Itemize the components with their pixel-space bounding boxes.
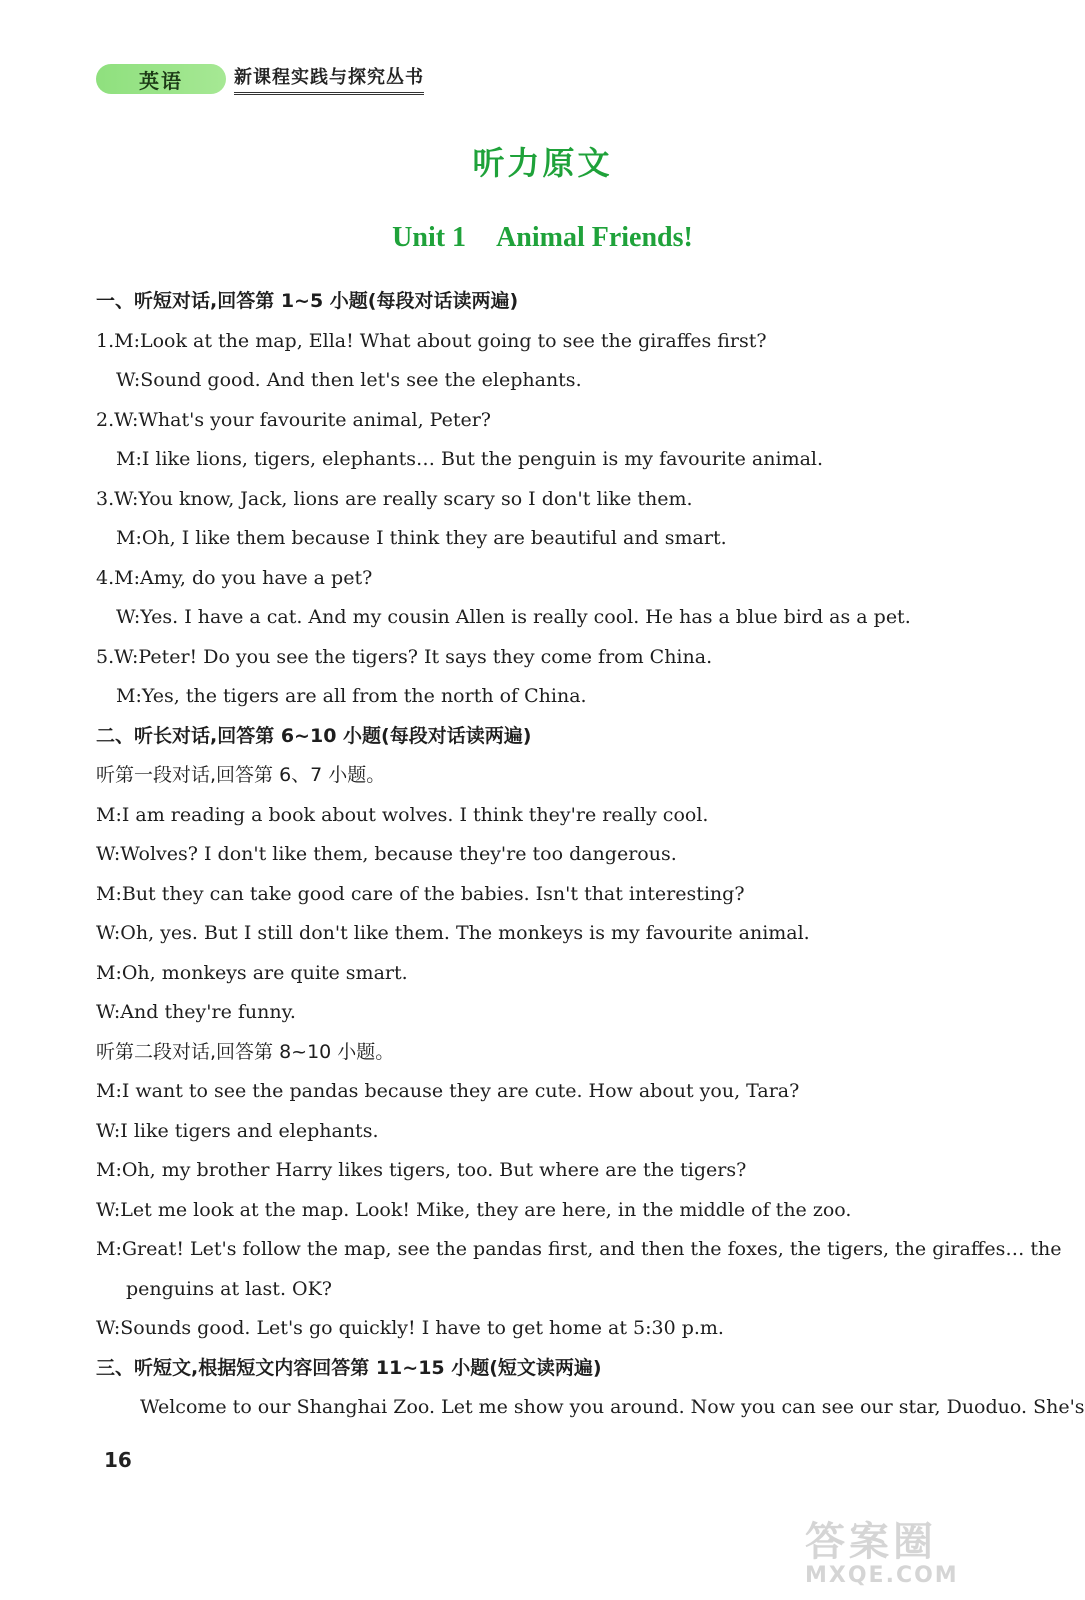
transcript-line: W:Let me look at the map. Look! Mike, they are here, in the middle of the zoo. — [96, 1198, 852, 1221]
transcript-line: M:I am reading a book about wolves. I think they're really cool. — [96, 803, 709, 826]
transcript-line: W:Wolves? I don't like them, because they're too dangerous. — [96, 843, 677, 865]
section-heading: 一、听短对话,回答第 1~5 小题(每段对话读两遍) — [96, 290, 519, 312]
page-header — [96, 62, 424, 96]
transcript-line: M:Oh, monkeys are quite smart. — [96, 961, 408, 984]
transcript-line: 1.M:Look at the map, Ella! What about going to see the giraffes first? — [96, 329, 767, 352]
transcript-line: 2.W:What's your favourite animal, Peter? — [96, 408, 491, 431]
transcript-line: W:Sounds good. Let's go quickly! I have to get home at 5:30 p.m. — [96, 1317, 724, 1339]
series-title: 新课程实践与探究丛书 — [234, 63, 424, 95]
transcript-line: 4.M:Amy, do you have a pet? — [96, 566, 373, 589]
transcript-line: M:Oh, my brother Harry likes tigers, too. But where are the tigers? — [96, 1159, 747, 1181]
subject-badge: 英语 — [96, 64, 226, 94]
instruction-line: 听第二段对话,回答第 8~10 小题。 — [96, 1040, 395, 1063]
transcript-line: W:Oh, yes. But I still don't like them. The monkeys is my favourite animal. — [96, 922, 810, 944]
transcript-line: W:Sound good. And then let's see the elephants. — [116, 369, 582, 391]
watermark-logo — [805, 1510, 1055, 1590]
transcript-line: M:Oh, I like them because I think they are beautiful and smart. — [116, 527, 727, 549]
transcript-line: penguins at last. OK? — [126, 1277, 332, 1300]
transcript-line: M:But they can take good care of the babies. Isn't that interesting? — [96, 882, 745, 905]
section-title: 听力原文 — [472, 144, 613, 182]
watermark-bottom: MXQE.COM — [805, 1563, 959, 1588]
unit-number: Unit 1 — [392, 222, 467, 253]
transcript-line: W:I like tigers and elephants. — [96, 1119, 379, 1142]
transcript-line: 3.W:You know, Jack, lions are really scary so I don't like them. — [96, 487, 693, 510]
transcript-line: 5.W:Peter! Do you see the tigers? It says they come from China. — [96, 645, 713, 668]
transcript-line: W:And they're funny. — [96, 1001, 296, 1023]
transcript-body — [96, 282, 1085, 1428]
transcript-line: W:Yes. I have a cat. And my cousin Allen is really cool. He has a blue bird as a pet. — [116, 606, 911, 628]
section-heading: 二、听长对话,回答第 6~10 小题(每段对话读两遍) — [96, 724, 532, 747]
watermark-top: 答案圈 — [805, 1519, 937, 1565]
unit-name: Animal Friends! — [496, 222, 693, 253]
unit-title — [0, 222, 1085, 254]
transcript-line: M:I want to see the pandas because they are cute. How about you, Tara? — [96, 1080, 800, 1102]
instruction-line: 听第一段对话,回答第 6、7 小题。 — [96, 764, 386, 786]
transcript-line: M:I like lions, tigers, elephants… But the penguin is my favourite animal. — [116, 448, 824, 470]
transcript-line: M:Great! Let's follow the map, see the pandas first, and then the foxes, the tigers, the giraffes… the — [96, 1238, 1062, 1260]
transcript-line: M:Yes, the tigers are all from the north of China. — [116, 685, 587, 707]
section-heading: 三、听短文,根据短文内容回答第 11~15 小题(短文读两遍) — [96, 1356, 602, 1379]
transcript-line: Welcome to our Shanghai Zoo. Let me show you around. Now you can see our star, Duoduo. She's — [140, 1396, 1085, 1418]
page-number: 16 — [104, 1448, 132, 1472]
